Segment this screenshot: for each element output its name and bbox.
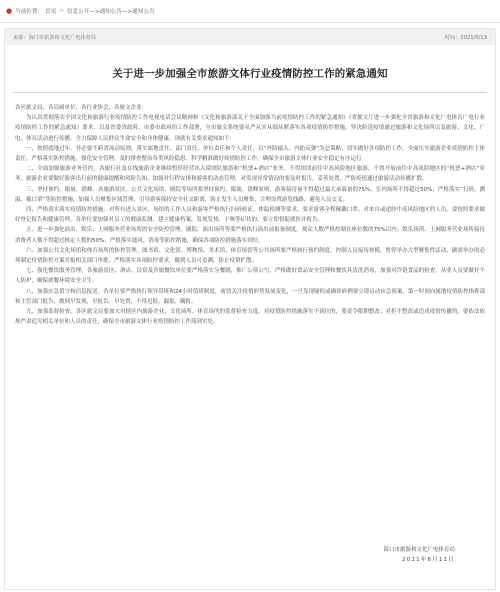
- location-icon: ●: [6, 7, 13, 15]
- paragraph-6: 六、加强公共文化场馆和体育场所的防控管理。图书馆、文化馆、博物馆、美术馆、体育场馆等公共场所要严格执行预约制度，控制人员接待规模，暂停举办大型聚集性活动，确需举办的必须制定疫情防控方案并报相关部门审批，严格落实各项防控要求，做到人员可追溯，防止疫情扩散。: [15, 247, 485, 265]
- breadcrumb-label: 当前位置：: [15, 9, 44, 15]
- paragraph-1: 一、按照就地过年、非必要不跨省流动原则，落实属地责任、部门责任、单位责任和个人责任，以“外防输入、内防反弹”为总策略，切实做好各项防控工作，全面压实旅游企业疫情防控主体责任，严格落实防控措施，强化安全管理，及时排查整治各类风险隐患，科学精准做好疫情防控工作，确保全市旅游文体行业安全稳定有序运行。: [15, 145, 485, 163]
- breadcrumb-separator: >: [59, 8, 64, 14]
- signature-block: [383, 545, 455, 565]
- salutation: 各区旅文局、各局属单位、各行业协会、各旅文企业：: [15, 105, 148, 111]
- breadcrumb-notice-link[interactable]: 信息公开—>通知公告—>通知公告: [66, 9, 155, 15]
- paragraph-intro: 为认真贯彻落实全国文化和旅游行业疫情防控工作电视电话会议精神和《文化和旅游部关于全面加强当前疫情防控工作的紧急通知》《省旅文厅进一步强化全省旅游和文化广电体育广电行业疫情防控工作的紧急通知》要求，以及省委省政府、市委市政府的工作部署，全市旅文系统要从严从实从细从紧落实各项疫情防控措施，坚决防范疫情通过旅游和文化场所以及旅游、文化、广电、体育活动进行传播，全力保障人民群众生命安全和身体健康。现就有关要求通知如下：: [15, 115, 485, 142]
- paragraph-5: 五、进一步强化演出、娱乐、上网服务营业场所的安全防控管理。剧院、演出场所等要严格执行演出前报备制度，观众人数严格控制在座位数的75%以内；娱乐场所、上网服务营业场所接待消费者人数不得超过核定人数的50%，严格落实通风、消毒等防控措施，确保各项防控措施落实到位。: [15, 227, 485, 244]
- breadcrumb: [0, 0, 500, 23]
- article-source: 来源：海口市旅游和文化广电体育局: [13, 34, 97, 41]
- paragraph-2: 二、全面加强旅游业务管控。各旅行社及在线旅游企业继续暂停经营出入境团队旅游和“机票+酒店”业务。不得组团前往中高风险地区旅游，不得开展前往中高风险地区的“机票+酒店”业务。旅游企业要做好游客出行前的健康提醒和风险告知，加强对行程安排和游客的动态管理，对发现异常情况的要及时报告，妥善处置，严防疫情通过旅游活动传播扩散。: [15, 166, 485, 183]
- article-container: [4, 28, 496, 590]
- paragraph-9: 九、加强监督检查。各区旅文局要加大对辖区内旅游企业、文化场所、体育场所的监督检查力度，对疫情防控措施落实不到位的，要责令限期整改；对拒不整改或造成疫情传播的，要依法依规严肃追究相关单位和人员的责任，确保全市旅游文体行业疫情防控工作落到实处。: [15, 309, 485, 326]
- breadcrumb-home-link[interactable]: 首页: [45, 9, 57, 15]
- signature-org: 海口市旅游和文化广电体育局: [383, 547, 455, 553]
- article-date: 时间：2021/6/13: [444, 34, 487, 41]
- signature-date: 2021年6月11日: [402, 557, 455, 563]
- article-body: [5, 93, 495, 327]
- paragraph-8: 八、加强应急值守和信息报送。各单位要严格执行领导带班和24小时值班制度，密切关注疫情形势发展变化，一旦发现疑似或确诊病例要立即启动应急预案，第一时间向属地疫情防控指挥部和主管部门报告，做到早发现、早报告、早处置，不得迟报、漏报、瞒报。: [15, 288, 485, 305]
- article-meta-bar: [5, 29, 495, 45]
- paragraph-3: 三、坚持预约、限量、错峰。各旅游景区、公共文化场馆、剧院等场所要坚持预约、限流、错峰原则，游客接待量不得超过最大承载量的75%，室内场所不得超过50%，严格落实“扫码、测温、戴口罩”等防控措施，加强人员聚集区域管理，引导游客保持安全社交距离，防止发生人员聚集，合理设置游览线路，避免人员交叉。: [15, 186, 485, 203]
- paragraph-4: 四、严格落实落实疫情防控措施。对所有进入景区、场馆的工作人员和游客严格执行扫码验证、体温检测等要求，要求游客全程佩戴口罩。对来自或途经中高风险地区的人员，要按照要求做好登记报告和健康管理。各单位要加强对员工的健康监测，建立健康档案，发现发热、干咳等症状的，要立即督促就医并报告。: [15, 207, 485, 224]
- article-title: 关于进一步加强全市旅游文体行业疫情防控工作的紧急通知: [112, 68, 388, 80]
- paragraph-7: 七、强化餐饮服务管理。各旅游景区、酒店、民宿及涉旅餐饮单位要严格落实分餐制，推广公筷公勺，严格做好食品安全管理和餐饮具清洗消毒，加强对冷链食品的检查，从业人员要做好个人防护，确保就餐环境安全卫生。: [15, 268, 485, 285]
